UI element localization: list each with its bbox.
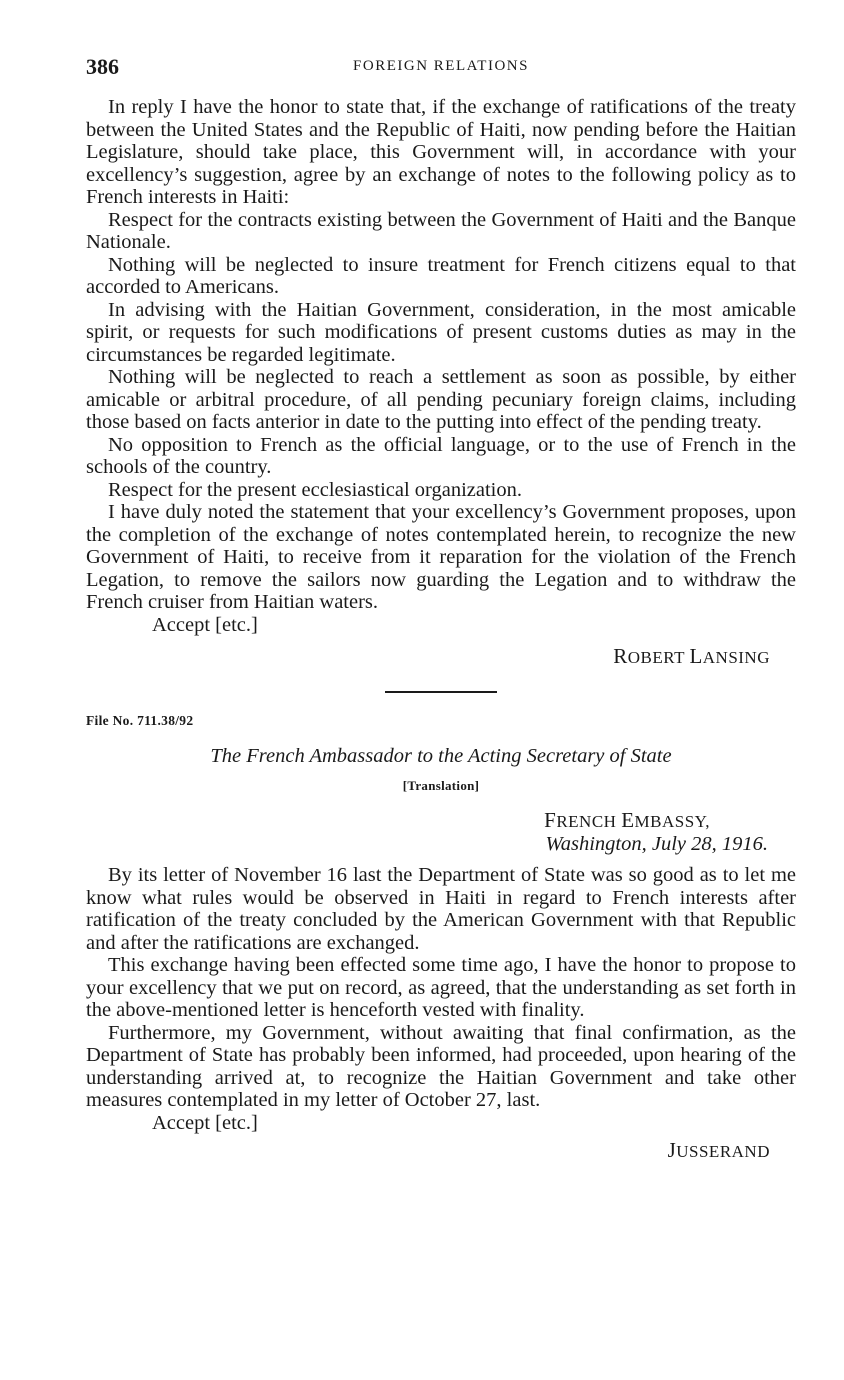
page-number: 386 [86,54,119,79]
closing-formula: Accept [etc.] [152,613,258,636]
file-number: File No. 711.38/92 [86,713,194,728]
paragraph: Nothing will be neglected to reach a settlement as soon as possible, by either amicable or arbitral procedure, of all pending pecuniary foreign claims, including those based on facts anterior in date to the putting into effect of the pending treaty. [86,366,796,433]
letter-lansing [86,96,796,669]
section-divider [385,691,497,693]
paragraph: This exchange having been effected some time ago, I have the honor to propose to your excellency that we put on record, as agreed, that the understanding as set forth in the above-mentioned letter is henceforth vested with finality. [86,954,796,1021]
sender-place: FRENCH EMBASSY, [544,808,710,832]
closing-formula: Accept [etc.] [152,1111,258,1134]
page-header [86,54,796,82]
paragraph: No opposition to French as the official language, or to the use of French in the schools of the country. [86,433,796,478]
paragraph: In reply I have the honor to state that, if the exchange of ratifications of the treaty between the United States and the Republic of Haiti, now pending before the Haitian Legislature, should take place, this Government will, in accordance with your excellency’s suggestion, agree by an exchange of notes to the following policy as to French interests in Haiti: [86,96,796,208]
signature-jusserand: JUSSERAND [667,1138,770,1162]
translation-note: [Translation] [402,778,480,793]
letter-jusserand [86,713,796,1163]
paragraph: Respect for the contracts existing between the Government of Haiti and the Banque Nationale. [86,208,796,253]
signature-lansing: ROBERT LANSING [613,644,770,668]
paragraph: In advising with the Haitian Government, consideration, in the most amicable spirit, or requests for such modifications of present customs duties as may in the circumstances be regarded legitimate. [86,298,796,366]
paragraph: I have duly noted the statement that your excellency’s Government proposes, upon the completion of the exchange of notes contemplated herein, to recognize the new Government of Haiti, to receive from it reparation for the violation of the French Legation, to remove the sailors now guarding the Legation and to withdraw the French cruiser from Haitian waters. [86,501,796,613]
date-line: Washington, July 28, 1916. [545,833,768,855]
document-title: The French Ambassador to the Acting Secretary of State [210,745,672,767]
paragraph: Nothing will be neglected to insure treatment for French citizens equal to that accorded to Americans. [86,253,796,298]
page-body [86,96,796,1163]
paragraph: By its letter of November 16 last the Department of State was so good as to let me know what rules would be observed in Haiti in regard to French interests after ratification of the treaty concluded by the American Government with that Republic and after the ratifications are exchanged. [86,864,796,954]
running-title: FOREIGN RELATIONS [353,58,529,74]
paragraph: Furthermore, my Government, without awaiting that final confirmation, as the Department of State has probably been informed, had proceeded, upon hearing of the understanding arrived at, to recognize the Haitian Government and take other measures contemplated in my letter of October 27, last. [86,1021,796,1111]
paragraph: Respect for the present ecclesiastical organization. [108,478,523,501]
